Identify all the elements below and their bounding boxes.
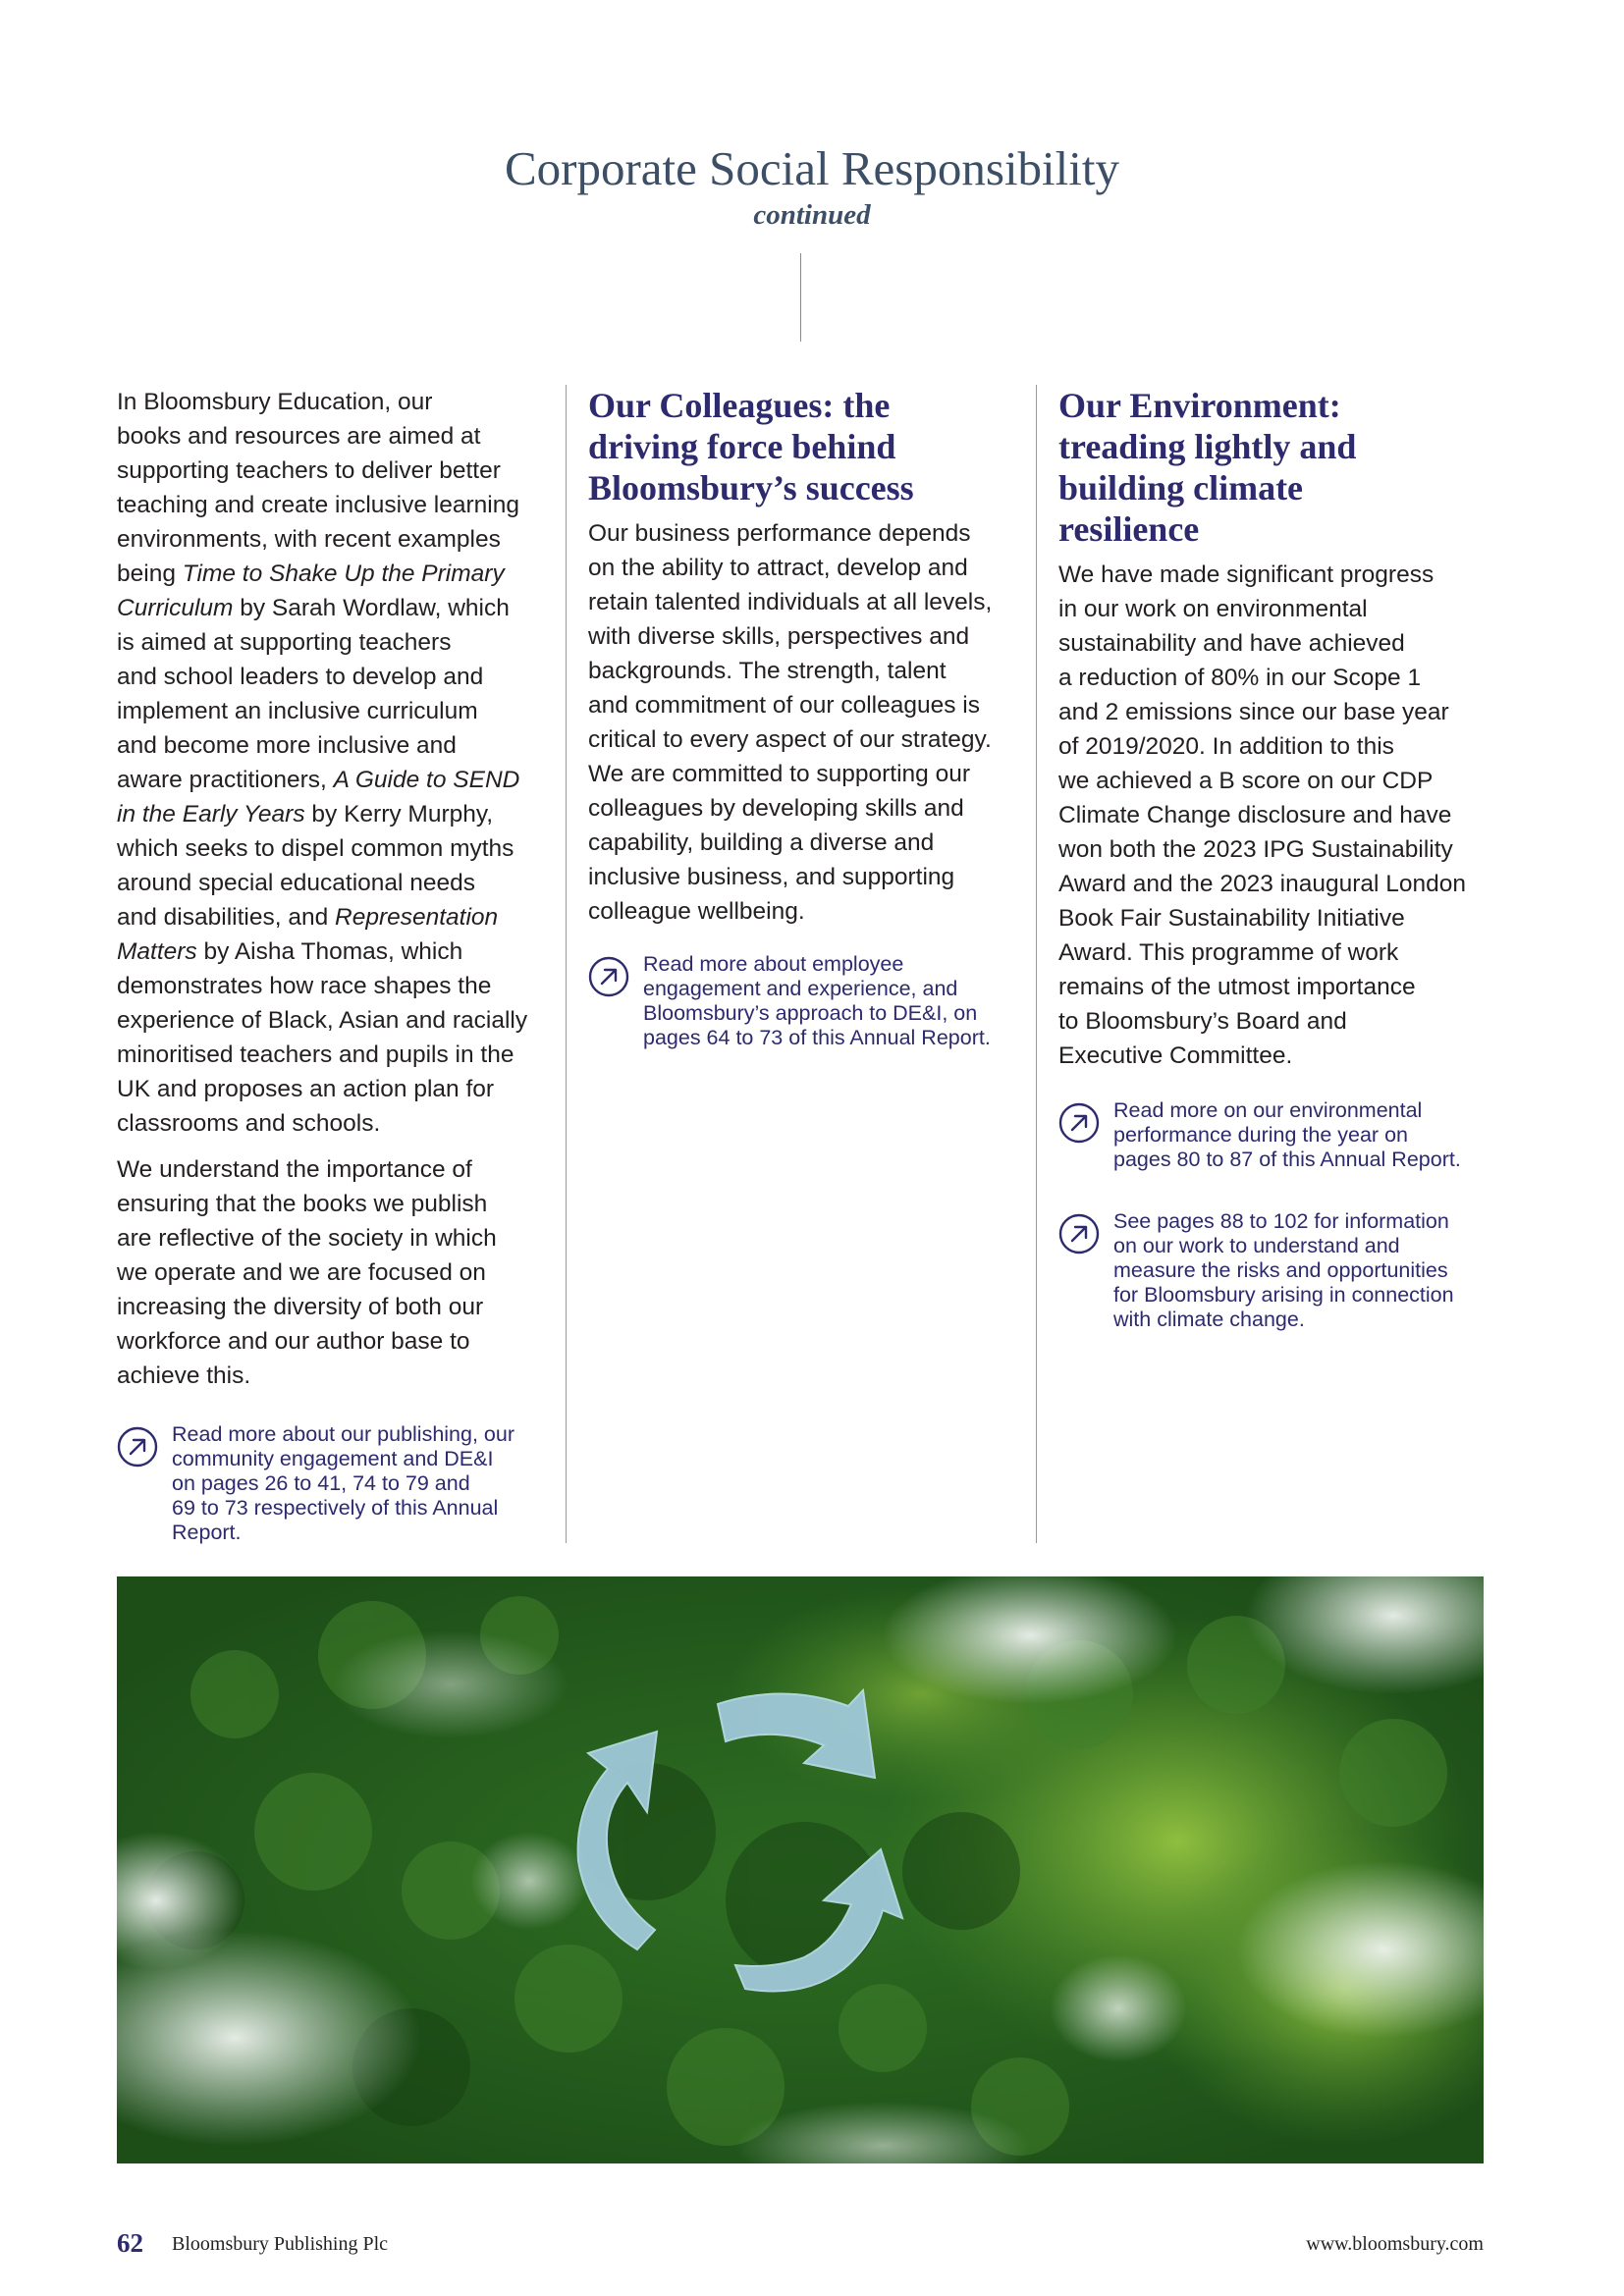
- text-line: experience of Black, Asian and racially: [117, 1007, 528, 1034]
- text-line: performance during the year on: [1113, 1123, 1408, 1147]
- text-line: for Bloomsbury arising in connection: [1113, 1283, 1454, 1307]
- text-line: with climate change.: [1113, 1308, 1305, 1331]
- text-line: ensuring that the books we publish: [117, 1191, 488, 1217]
- text-line: is aimed at supporting teachers: [117, 629, 452, 656]
- readmore-climate-link[interactable]: [1058, 1209, 1490, 1332]
- text-line: aware practitioners, A Guide to SEND: [117, 767, 520, 793]
- arrow-up-right-circle-icon: [588, 956, 629, 997]
- text-line: demonstrates how race shapes the: [117, 973, 492, 999]
- text-line: driving force behind: [588, 427, 896, 466]
- text-line: and become more inclusive and: [117, 732, 457, 759]
- arrow-up-right-circle-icon: [1058, 1213, 1100, 1255]
- environment-heading: [1058, 385, 1490, 550]
- text-line: books and resources are aimed at: [117, 423, 481, 450]
- text-line: pages 80 to 87 of this Annual Report.: [1113, 1148, 1461, 1171]
- readmore-climate-text: [1113, 1209, 1490, 1332]
- text-line: See pages 88 to 102 for information: [1113, 1209, 1449, 1233]
- text-line: Curriculum by Sarah Wordlaw, which: [117, 595, 510, 621]
- colleagues-heading: [588, 385, 1020, 508]
- text-line: retain talented individuals at all levels,: [588, 589, 993, 615]
- readmore-publishing-link[interactable]: [117, 1422, 551, 1545]
- text-line: measure the risks and opportunities: [1113, 1258, 1448, 1282]
- text-line: pages 64 to 73 of this Annual Report.: [643, 1026, 991, 1049]
- text-line: in the Early Years by Kerry Murphy,: [117, 801, 494, 828]
- text-line: a reduction of 80% in our Scope 1: [1058, 665, 1422, 691]
- text-line: to Bloomsbury’s Board and: [1058, 1008, 1347, 1035]
- text-line: Our business performance depends: [588, 520, 971, 547]
- text-line: resilience: [1058, 509, 1200, 549]
- text-line: implement an inclusive curriculum: [117, 698, 478, 724]
- text-line: building climate: [1058, 468, 1304, 507]
- text-line: minoritised teachers and pupils in the: [117, 1041, 514, 1068]
- page-footer: [117, 2228, 1484, 2262]
- text-line: environments, with recent examples: [117, 526, 501, 553]
- readmore-colleagues-link[interactable]: [588, 952, 1020, 1050]
- page-header: [0, 142, 1624, 232]
- text-line: won both the 2023 IPG Sustainability: [1058, 836, 1453, 863]
- website-url[interactable]: www.bloomsbury.com: [1306, 2233, 1484, 2255]
- page-number: 62: [117, 2228, 143, 2258]
- header-divider: [800, 253, 801, 342]
- text-line: colleagues by developing skills and: [588, 795, 964, 822]
- text-line: teaching and create inclusive learning: [117, 492, 519, 518]
- readmore-environment-link[interactable]: [1058, 1098, 1490, 1172]
- text-line: critical to every aspect of our strategy.: [588, 726, 992, 753]
- text-line: UK and proposes an action plan for: [117, 1076, 495, 1102]
- text-line: we operate and we are focused on: [117, 1259, 486, 1286]
- text-line: supporting teachers to deliver better: [117, 457, 501, 484]
- text-line: and commitment of our colleagues is: [588, 692, 980, 719]
- text-line: and school leaders to develop and: [117, 664, 484, 690]
- text-line: on the ability to attract, develop and: [588, 555, 968, 581]
- text-line: around special educational needs: [117, 870, 476, 896]
- text-line: Report.: [172, 1521, 242, 1544]
- text-line: Matters by Aisha Thomas, which: [117, 938, 463, 965]
- text-line: Book Fair Sustainability Initiative: [1058, 905, 1405, 932]
- page-subtitle: continued: [753, 198, 871, 231]
- text-line: increasing the diversity of both our: [117, 1294, 484, 1320]
- text-line: colleague wellbeing.: [588, 898, 805, 925]
- text-line: on our work to understand and: [1113, 1234, 1400, 1257]
- text-line: we achieved a B score on our CDP: [1058, 768, 1434, 794]
- text-line: achieve this.: [117, 1362, 251, 1389]
- text-line: of 2019/2020. In addition to this: [1058, 733, 1394, 760]
- text-line: inclusive business, and supporting: [588, 864, 955, 890]
- education-paragraph-1: [117, 385, 551, 1141]
- column-divider-1: [566, 385, 567, 1543]
- column-education: [117, 385, 551, 1545]
- text-line: We understand the importance of: [117, 1156, 472, 1183]
- column-colleagues: [588, 385, 1020, 1050]
- text-line: Executive Committee.: [1058, 1042, 1293, 1069]
- text-line: Climate Change disclosure and have: [1058, 802, 1452, 828]
- text-line: on pages 26 to 41, 74 to 79 and: [172, 1471, 470, 1495]
- arrow-up-right-circle-icon: [117, 1426, 158, 1468]
- text-line: treading lightly and: [1058, 427, 1357, 466]
- column-divider-2: [1036, 385, 1037, 1543]
- text-line: capability, building a diverse and: [588, 829, 935, 856]
- text-line: and 2 emissions since our base year: [1058, 699, 1449, 725]
- text-line: workforce and our author base to: [117, 1328, 470, 1355]
- text-line: are reflective of the society in which: [117, 1225, 497, 1252]
- text-line: community engagement and DE&I: [172, 1447, 494, 1470]
- text-line: Read more about employee: [643, 952, 904, 976]
- forest-illustration: [117, 1576, 1484, 2163]
- readmore-publishing-text: [172, 1422, 551, 1545]
- text-line: Our Colleagues: the: [588, 386, 891, 425]
- text-line: We have made significant progress: [1058, 561, 1435, 588]
- text-line: classrooms and schools.: [117, 1110, 381, 1137]
- text-line: Award and the 2023 inaugural London: [1058, 871, 1467, 897]
- text-line: being Time to Shake Up the Primary: [117, 561, 505, 587]
- text-line: in our work on environmental: [1058, 596, 1368, 622]
- text-line: Bloomsbury’s success: [588, 468, 914, 507]
- environment-paragraph: [1058, 558, 1490, 1073]
- arrow-up-right-circle-icon: [1058, 1102, 1100, 1144]
- text-line: In Bloomsbury Education, our: [117, 389, 433, 415]
- text-line: Award. This programme of work: [1058, 939, 1399, 966]
- column-environment: [1058, 385, 1490, 1332]
- education-paragraph-2: [117, 1152, 551, 1393]
- text-line: backgrounds. The strength, talent: [588, 658, 947, 684]
- text-line: engagement and experience, and: [643, 977, 958, 1000]
- text-line: We are committed to supporting our: [588, 761, 971, 787]
- text-line: Read more about our publishing, our: [172, 1422, 514, 1446]
- text-line: Bloomsbury’s approach to DE&I, on: [643, 1001, 978, 1025]
- forest-recycle-image: [117, 1576, 1484, 2163]
- page-title: Corporate Social Responsibility: [504, 141, 1120, 195]
- readmore-colleagues-text: [643, 952, 1020, 1050]
- text-line: Our Environment:: [1058, 386, 1341, 425]
- publisher-name: Bloomsbury Publishing Plc: [172, 2233, 389, 2255]
- text-line: Read more on our environmental: [1113, 1098, 1423, 1122]
- text-line: which seeks to dispel common myths: [117, 835, 514, 862]
- text-line: 69 to 73 respectively of this Annual: [172, 1496, 499, 1520]
- text-line: and disabilities, and Representation: [117, 904, 499, 931]
- text-line: with diverse skills, perspectives and: [588, 623, 970, 650]
- text-line: remains of the utmost importance: [1058, 974, 1416, 1000]
- text-line: sustainability and have achieved: [1058, 630, 1405, 657]
- readmore-environment-text: [1113, 1098, 1490, 1172]
- colleagues-paragraph: [588, 516, 1020, 929]
